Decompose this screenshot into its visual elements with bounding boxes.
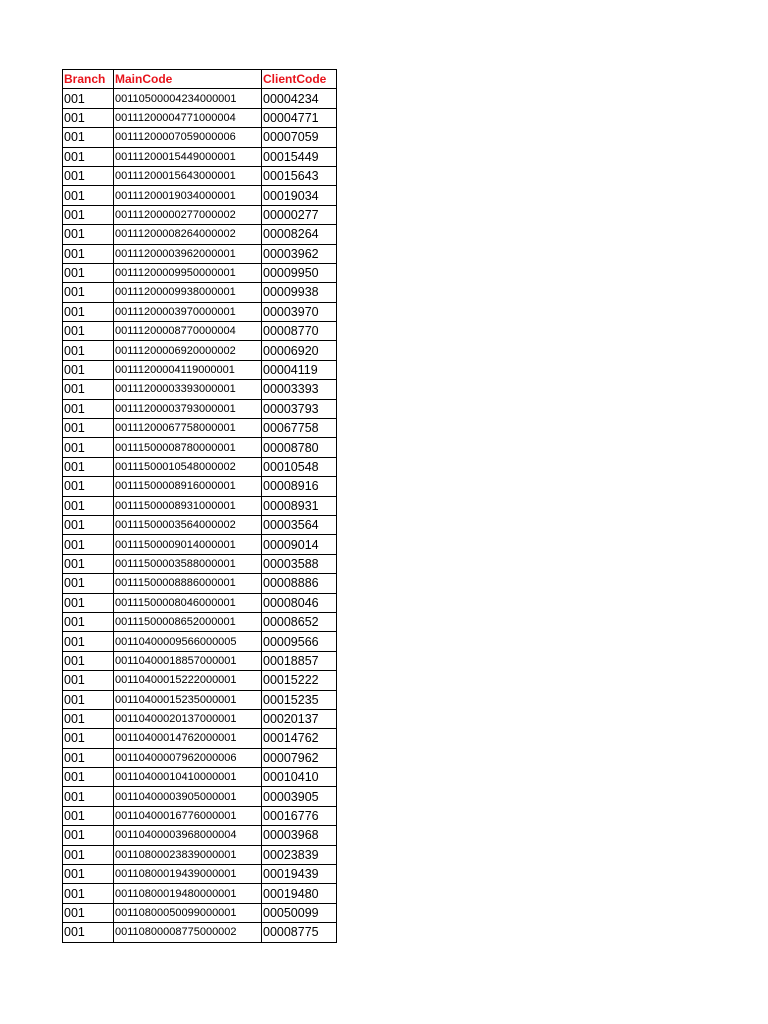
cell-maincode: 00110400020137000001 (114, 709, 262, 728)
cell-clientcode: 00016776 (262, 806, 337, 825)
cell-maincode: 00111500008046000001 (114, 593, 262, 612)
cell-maincode: 00110800019480000001 (114, 884, 262, 903)
cell-branch: 001 (63, 612, 114, 631)
cell-maincode: 00110800008775000002 (114, 923, 262, 942)
cell-maincode: 00110500004234000001 (114, 89, 262, 108)
cell-branch: 001 (63, 574, 114, 593)
cell-clientcode: 00008046 (262, 593, 337, 612)
cell-maincode: 00111200000277000002 (114, 205, 262, 224)
cell-maincode: 00110400016776000001 (114, 806, 262, 825)
cell-maincode: 00111500003564000002 (114, 515, 262, 534)
cell-maincode: 00110400010410000001 (114, 768, 262, 787)
cell-branch: 001 (63, 787, 114, 806)
table-row (63, 380, 337, 399)
cell-clientcode: 00015222 (262, 671, 337, 690)
header-row (63, 70, 337, 89)
cell-branch: 001 (63, 826, 114, 845)
cell-clientcode: 00003962 (262, 244, 337, 263)
cell-maincode: 00110400018857000001 (114, 651, 262, 670)
table-row (63, 108, 337, 127)
table-row (63, 671, 337, 690)
cell-maincode: 00111500008916000001 (114, 477, 262, 496)
cell-clientcode: 00050099 (262, 903, 337, 922)
cell-clientcode: 00010548 (262, 457, 337, 476)
cell-clientcode: 00067758 (262, 419, 337, 438)
cell-maincode: 00110400014762000001 (114, 729, 262, 748)
cell-maincode: 00110800019439000001 (114, 865, 262, 884)
cell-maincode: 00111200003393000001 (114, 380, 262, 399)
cell-clientcode: 00009566 (262, 632, 337, 651)
table-row (63, 787, 337, 806)
cell-maincode: 00111200003970000001 (114, 302, 262, 321)
cell-branch: 001 (63, 651, 114, 670)
table-row (63, 632, 337, 651)
cell-maincode: 00110400015222000001 (114, 671, 262, 690)
cell-branch: 001 (63, 903, 114, 922)
cell-branch: 001 (63, 205, 114, 224)
cell-branch: 001 (63, 884, 114, 903)
cell-maincode: 00111200008770000004 (114, 322, 262, 341)
cell-branch: 001 (63, 322, 114, 341)
column-header-maincode: MainCode (114, 70, 262, 89)
cell-clientcode: 00018857 (262, 651, 337, 670)
table-row (63, 166, 337, 185)
column-header-clientcode: ClientCode (262, 70, 337, 89)
cell-maincode: 00110800023839000001 (114, 845, 262, 864)
table-row (63, 457, 337, 476)
table-row (63, 225, 337, 244)
cell-maincode: 00110400007962000006 (114, 748, 262, 767)
cell-clientcode: 00007962 (262, 748, 337, 767)
cell-clientcode: 00008931 (262, 496, 337, 515)
cell-branch: 001 (63, 186, 114, 205)
table-row (63, 806, 337, 825)
cell-branch: 001 (63, 729, 114, 748)
cell-maincode: 00110400015235000001 (114, 690, 262, 709)
cell-maincode: 00111200003962000001 (114, 244, 262, 263)
cell-clientcode: 00010410 (262, 768, 337, 787)
cell-clientcode: 00003905 (262, 787, 337, 806)
cell-maincode: 00111200004119000001 (114, 360, 262, 379)
cell-branch: 001 (63, 690, 114, 709)
table-row (63, 419, 337, 438)
cell-branch: 001 (63, 399, 114, 418)
cell-clientcode: 00015449 (262, 147, 337, 166)
cell-clientcode: 00015643 (262, 166, 337, 185)
table-row (63, 729, 337, 748)
cell-clientcode: 00014762 (262, 729, 337, 748)
cell-clientcode: 00008652 (262, 612, 337, 631)
cell-clientcode: 00019480 (262, 884, 337, 903)
cell-branch: 001 (63, 535, 114, 554)
cell-clientcode: 00019439 (262, 865, 337, 884)
cell-clientcode: 00009938 (262, 283, 337, 302)
cell-branch: 001 (63, 496, 114, 515)
cell-clientcode: 00004119 (262, 360, 337, 379)
cell-branch: 001 (63, 283, 114, 302)
cell-maincode: 00111200015643000001 (114, 166, 262, 185)
cell-clientcode: 00015235 (262, 690, 337, 709)
cell-branch: 001 (63, 748, 114, 767)
cell-clientcode: 00003970 (262, 302, 337, 321)
cell-clientcode: 00006920 (262, 341, 337, 360)
cell-branch: 001 (63, 166, 114, 185)
cell-clientcode: 00008775 (262, 923, 337, 942)
cell-clientcode: 00019034 (262, 186, 337, 205)
cell-branch: 001 (63, 671, 114, 690)
table-row (63, 768, 337, 787)
column-header-branch: Branch (63, 70, 114, 89)
table-row (63, 709, 337, 728)
cell-maincode: 00111500008652000001 (114, 612, 262, 631)
table-row (63, 923, 337, 942)
cell-clientcode: 00009014 (262, 535, 337, 554)
cell-branch: 001 (63, 923, 114, 942)
table-row (63, 205, 337, 224)
table-row (63, 845, 337, 864)
cell-branch: 001 (63, 845, 114, 864)
cell-branch: 001 (63, 554, 114, 573)
table-row (63, 263, 337, 282)
table-row (63, 690, 337, 709)
table-row (63, 302, 337, 321)
table-row (63, 283, 337, 302)
cell-branch: 001 (63, 225, 114, 244)
cell-clientcode: 00008886 (262, 574, 337, 593)
table-row (63, 651, 337, 670)
cell-clientcode: 00003588 (262, 554, 337, 573)
cell-clientcode: 00009950 (262, 263, 337, 282)
cell-clientcode: 00020137 (262, 709, 337, 728)
cell-maincode: 00111200006920000002 (114, 341, 262, 360)
cell-branch: 001 (63, 865, 114, 884)
cell-branch: 001 (63, 89, 114, 108)
table-row (63, 360, 337, 379)
cell-branch: 001 (63, 438, 114, 457)
cell-branch: 001 (63, 477, 114, 496)
table-row (63, 89, 337, 108)
cell-branch: 001 (63, 709, 114, 728)
cell-maincode: 00111200003793000001 (114, 399, 262, 418)
table-row (63, 903, 337, 922)
cell-branch: 001 (63, 632, 114, 651)
data-table (62, 69, 337, 943)
table-row (63, 554, 337, 573)
table-row (63, 399, 337, 418)
table-row (63, 826, 337, 845)
table-row (63, 515, 337, 534)
cell-maincode: 00111500003588000001 (114, 554, 262, 573)
cell-branch: 001 (63, 108, 114, 127)
table-row (63, 341, 337, 360)
table-row (63, 496, 337, 515)
cell-branch: 001 (63, 457, 114, 476)
cell-branch: 001 (63, 515, 114, 534)
cell-branch: 001 (63, 806, 114, 825)
cell-maincode: 00111200067758000001 (114, 419, 262, 438)
table-row (63, 574, 337, 593)
cell-branch: 001 (63, 341, 114, 360)
cell-clientcode: 00008780 (262, 438, 337, 457)
cell-branch: 001 (63, 768, 114, 787)
cell-maincode: 00111200007059000006 (114, 128, 262, 147)
table-row (63, 748, 337, 767)
table-body (63, 89, 337, 942)
cell-clientcode: 00003393 (262, 380, 337, 399)
table-row (63, 593, 337, 612)
cell-clientcode: 00003793 (262, 399, 337, 418)
cell-clientcode: 00003968 (262, 826, 337, 845)
cell-maincode: 00111500008931000001 (114, 496, 262, 515)
cell-clientcode: 00007059 (262, 128, 337, 147)
cell-branch: 001 (63, 380, 114, 399)
cell-branch: 001 (63, 419, 114, 438)
table-row (63, 128, 337, 147)
cell-clientcode: 00004234 (262, 89, 337, 108)
table-row (63, 438, 337, 457)
cell-maincode: 00111200004771000004 (114, 108, 262, 127)
table-row (63, 612, 337, 631)
table-row (63, 147, 337, 166)
cell-clientcode: 00008264 (262, 225, 337, 244)
cell-clientcode: 00000277 (262, 205, 337, 224)
table-row (63, 535, 337, 554)
cell-maincode: 00111500010548000002 (114, 457, 262, 476)
cell-branch: 001 (63, 360, 114, 379)
table-row (63, 244, 337, 263)
cell-clientcode: 00008916 (262, 477, 337, 496)
cell-maincode: 00111200009950000001 (114, 263, 262, 282)
cell-maincode: 00111200019034000001 (114, 186, 262, 205)
table-row (63, 322, 337, 341)
cell-clientcode: 00023839 (262, 845, 337, 864)
cell-clientcode: 00003564 (262, 515, 337, 534)
cell-clientcode: 00004771 (262, 108, 337, 127)
cell-branch: 001 (63, 128, 114, 147)
cell-branch: 001 (63, 244, 114, 263)
cell-maincode: 00111500008886000001 (114, 574, 262, 593)
table-row (63, 186, 337, 205)
cell-clientcode: 00008770 (262, 322, 337, 341)
cell-branch: 001 (63, 263, 114, 282)
table-row (63, 884, 337, 903)
table-row (63, 865, 337, 884)
cell-maincode: 00111500009014000001 (114, 535, 262, 554)
cell-maincode: 00110400009566000005 (114, 632, 262, 651)
table-row (63, 477, 337, 496)
cell-maincode: 00111200009938000001 (114, 283, 262, 302)
cell-maincode: 00110400003905000001 (114, 787, 262, 806)
cell-maincode: 00110800050099000001 (114, 903, 262, 922)
cell-branch: 001 (63, 593, 114, 612)
cell-maincode: 00111200008264000002 (114, 225, 262, 244)
cell-maincode: 00111500008780000001 (114, 438, 262, 457)
cell-maincode: 00111200015449000001 (114, 147, 262, 166)
cell-maincode: 00110400003968000004 (114, 826, 262, 845)
cell-branch: 001 (63, 147, 114, 166)
cell-branch: 001 (63, 302, 114, 321)
